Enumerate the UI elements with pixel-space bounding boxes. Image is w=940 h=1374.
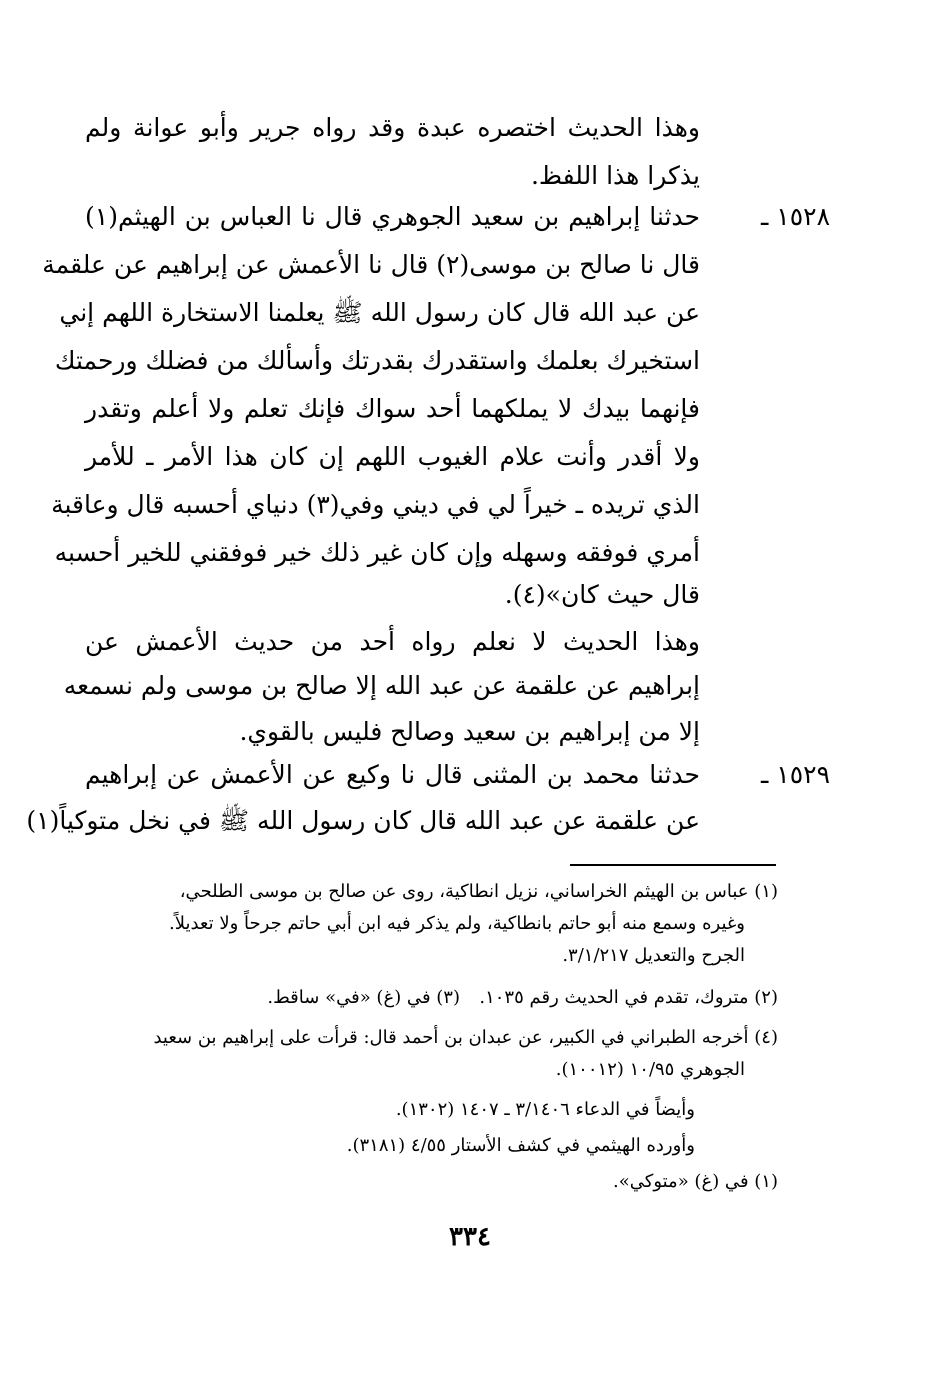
body-line: إبراهيم عن علقمة عن عبد الله إلا صالح بن موسى ولم نسمعه	[63, 671, 700, 700]
body-line: يذكرا هذا اللفظ.	[530, 161, 700, 190]
hadith-number: ١٥٢٩ ـ	[761, 760, 830, 789]
hadith-line: قال حيث كان»(٤).	[504, 580, 700, 609]
footnote-line: وأورده الهيثمي في كشف الأستار ٤/٥٥ (٣١٨١).	[346, 1135, 695, 1156]
page-number: ٣٣٤	[449, 1222, 491, 1252]
footnote-line: الجرح والتعديل ٣/١/٢١٧.	[562, 945, 745, 966]
footnote-line: (١) في (غ) «متوكي».	[613, 1171, 778, 1192]
hadith-line: أمري فوفقه وسهله وإن كان غير ذلك خير فوفقني للخير أحسبه	[54, 538, 700, 567]
footnote-separator	[570, 864, 776, 866]
footnote-line: (٢) متروك، تقدم في الحديث رقم ١٠٣٥.	[479, 987, 778, 1008]
body-line: وهذا الحديث لا نعلم رواه أحد من حديث الأعمش عن	[85, 627, 700, 656]
footnote-line: الجوهري ١٠/٩٥ (١٠٠١٢).	[555, 1059, 745, 1080]
body-line: إلا من إبراهيم بن سعيد وصالح فليس بالقوي.	[239, 717, 700, 746]
hadith-line: فإنهما بيدك لا يملكهما أحد سواك فإنك تعلم ولا أعلم وتقدر	[85, 394, 700, 423]
body-line: وهذا الحديث اختصره عبدة وقد رواه جرير وأبو عوانة ولم	[85, 113, 700, 142]
hadith-line: استخيرك بعلمك واستقدرك بقدرتك وأسألك من فضلك ورحمتك	[54, 346, 700, 375]
hadith-line: عن علقمة عن عبد الله قال كان رسول الله ﷺ في نخل متوكياً(١)	[26, 806, 700, 835]
footnote-line: (٣) في (غ) «في» ساقط.	[267, 987, 460, 1008]
hadith-line: حدثنا إبراهيم بن سعيد الجوهري قال نا العباس بن الهيثم(١)	[85, 202, 700, 231]
footnote-line: وأيضاً في الدعاء ٣/١٤٠٦ ـ ١٤٠٧ (١٣٠٢).	[395, 1099, 695, 1120]
footnote-line: وغيره وسمع منه أبو حاتم بانطاكية، ولم يذكر فيه ابن أبي حاتم جرحاً ولا تعديلاً.	[169, 913, 745, 934]
hadith-line: ولا أقدر وأنت علام الغيوب اللهم إن كان هذا الأمر ـ للأمر	[85, 442, 700, 471]
hadith-line: قال نا صالح بن موسى(٢) قال نا الأعمش عن إبراهيم عن علقمة	[42, 250, 700, 279]
footnote-line: (١) عباس بن الهيثم الخراساني، نزيل انطاكية، روى عن صالح بن موسى الطلحي،	[179, 881, 778, 902]
footnote-line: (٤) أخرجه الطبراني في الكبير، عن عبدان بن أحمد قال: قرأت على إبراهيم بن سعيد	[153, 1027, 778, 1048]
hadith-line: عن عبد الله قال كان رسول الله ﷺ يعلمنا الاستخارة اللهم إني	[59, 298, 700, 327]
hadith-line: الذي تريده ـ خيراً لي في ديني وفي(٣) دنياي أحسبه قال وعاقبة	[51, 490, 700, 519]
hadith-number: ١٥٢٨ ـ	[761, 202, 830, 231]
hadith-line: حدثنا محمد بن المثنى قال نا وكيع عن الأعمش عن إبراهيم	[85, 760, 700, 789]
